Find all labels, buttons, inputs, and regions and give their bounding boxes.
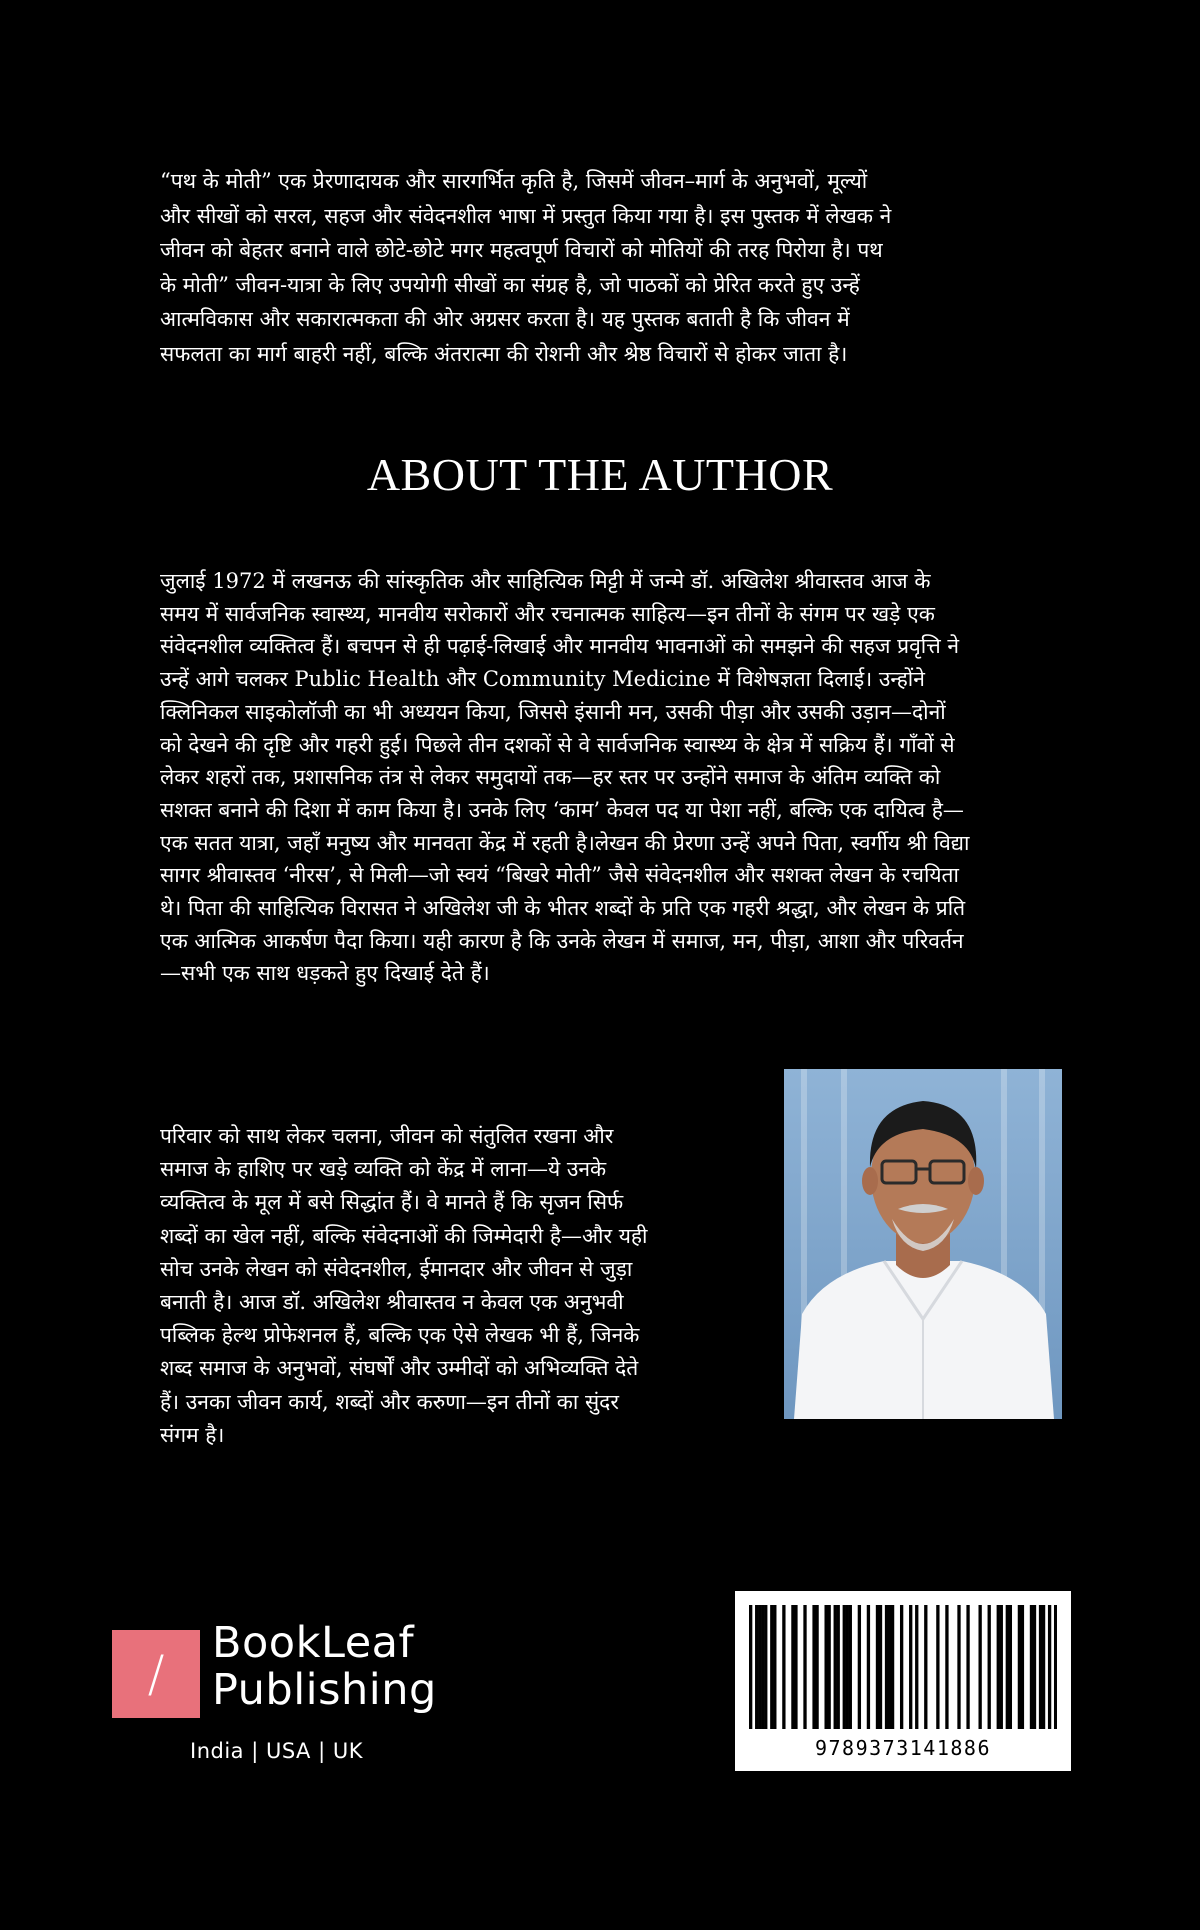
barcode-bar: [867, 1605, 870, 1729]
barcode-bar: [791, 1605, 794, 1729]
barcode-bar: [1006, 1605, 1009, 1729]
author-bio-paragraph-2: परिवार को साथ लेकर चलना, जीवन को संतुलित रखना और समाज के हाशिए पर खड़े व्यक्ति को केंद्र में लाना—ये उनके व्यक्तित्व के मूल में बसे सिद्धांत हैं। वे मानते हैं कि सृजन सिर्फ शब्दों का खेल नहीं, बल्कि संवेदनाओं की जिम्मेदारी है—और यही सोच उनके लेखन को संवेदनशील, ईमानदार और जीवन से जुड़ा बनाती है। आज डॉ. अखिलेश श्रीवास्तव न केवल एक अनुभवी पब्लिक हेल्थ प्रोफेशनल हैं, बल्कि एक ऐसे लेखक भी हैं, जिनके शब्द समाज के अनुभवों, संघर्षों और उम्मीदों को अभिव्यक्ति देते हैं। उनका जीवन कार्य, शब्दों और करुणा—इन तीनों का सुंदर संगम है।: [160, 1124, 648, 1447]
barcode-bar: [770, 1605, 773, 1729]
barcode-bar: [924, 1605, 927, 1729]
barcode-bar: [997, 1605, 1000, 1729]
barcode-bar: [1039, 1605, 1042, 1729]
barcode-bars: [749, 1605, 1057, 1729]
barcode-bar: [758, 1605, 761, 1729]
publisher-countries: India | USA | UK: [190, 1739, 363, 1763]
barcode-bar: [828, 1605, 831, 1729]
barcode-bar: [815, 1605, 818, 1729]
barcode-bar: [858, 1605, 861, 1729]
barcode-bar: [837, 1605, 840, 1729]
barcode-bar: [1054, 1605, 1057, 1729]
barcode-bar: [812, 1605, 815, 1729]
barcode-bar: [794, 1605, 797, 1729]
slash-icon: /: [147, 1645, 165, 1703]
barcode-bar: [936, 1605, 939, 1729]
about-author-heading: ABOUT THE AUTHOR: [366, 449, 834, 500]
barcode-bar: [885, 1605, 888, 1729]
back-cover-blurb: “पथ के मोती” एक प्रेरणादायक और सारगर्भित कृति है, जिसमें जीवन–मार्ग के अनुभवों, मूल्यों और सीखों को सरल, सहज और संवेदनशील भाषा में प्रस्तुत किया गया है। इस पुस्तक में लेखक ने जीवन को बेहतर बनाने वाले छोटे-छोटे मगर महत्वपूर्ण विचारों को मोतियों की तरह पिरोया है। पथ के मोती” जीवन-यात्रा के लिए उपयोगी सीखों का संग्रह है, जो पाठकों को प्रेरित करते हुए उन्हें आत्मविकास और सकारात्मकता की ओर अग्रसर करता है। यह पुस्तक बताती है कि जीवन में सफलता का मार्ग बाहरी नहीं, बल्कि अंतरात्मा की रोशनी और श्रेष्ठ विचारों से होकर जाता है।: [160, 169, 892, 366]
barcode-bar: [824, 1605, 827, 1729]
publisher-name-line1: BookLeaf: [212, 1618, 415, 1668]
publisher-name: [212, 1620, 437, 1714]
barcode-bar: [1030, 1605, 1033, 1729]
barcode-bar: [1000, 1605, 1003, 1729]
barcode-bar: [891, 1605, 894, 1729]
barcode-bar: [1048, 1605, 1051, 1729]
isbn-barcode: [735, 1591, 1071, 1771]
barcode-bar: [761, 1605, 764, 1729]
barcode-bar: [879, 1605, 882, 1729]
barcode-bar: [749, 1605, 752, 1729]
barcode-bar: [849, 1605, 852, 1729]
barcode-bar: [843, 1605, 846, 1729]
author-photo: [784, 1069, 1062, 1419]
barcode-bar: [915, 1605, 918, 1729]
barcode-bar: [773, 1605, 776, 1729]
barcode-bar: [755, 1605, 758, 1729]
barcode-bar: [909, 1605, 912, 1729]
barcode-bar: [1009, 1605, 1012, 1729]
barcode-bar: [900, 1605, 903, 1729]
barcode-bar: [988, 1605, 991, 1729]
publisher-logo-mark: [112, 1630, 200, 1718]
isbn-number: 9789373141886: [814, 1736, 992, 1760]
barcode-bar: [1033, 1605, 1036, 1729]
author-portrait-illustration: [784, 1069, 1062, 1419]
barcode-bar: [834, 1605, 837, 1729]
barcode-bar: [764, 1605, 767, 1729]
barcode-bar: [846, 1605, 849, 1729]
barcode-bar: [945, 1605, 948, 1729]
barcode-bar: [1042, 1605, 1045, 1729]
publisher-name-line2: Publishing: [212, 1665, 437, 1715]
barcode-bar: [876, 1605, 879, 1729]
barcode-bar: [966, 1605, 969, 1729]
barcode-bar: [1018, 1605, 1021, 1729]
author-bio-paragraph-1: जुलाई 1972 में लखनऊ की सांस्कृतिक और साहित्यिक मिट्टी में जन्मे डॉ. अखिलेश श्रीवास्तव आज के समय में सार्वजनिक स्वास्थ्य, मानवीय सरोकारों और रचनात्मक साहित्य—इन तीनों के संगम पर खड़े एक संवेदनशील व्यक्तित्व हैं। बचपन से ही पढ़ाई-लिखाई और मानवीय भावनाओं को समझने की सहज प्रवृत्ति ने उन्हें आगे चलकर Public Health और Community Medicine में विशेषज्ञता दिलाई। उन्होंने क्लिनिकल साइकोलॉजी का भी अध्ययन किया, जिससे इंसानी मन, उसकी पीड़ा और उसकी उड़ान—दोनों को देखने की दृष्टि और गहरी हुई। पिछले तीन दशकों से वे सार्वजनिक स्वास्थ्य के क्षेत्र में सक्रिय हैं। गाँवों से लेकर शहरों तक, प्रशासनिक तंत्र से लेकर समुदायों तक—हर स्तर पर उन्होंने समाज के अंतिम व्यक्ति को सशक्त बनाने की दिशा में काम किया है। उनके लिए ‘काम’ केवल पद या पेशा नहीं, बल्कि एक दायित्व है—एक सतत यात्रा, जहाँ मनुष्य और मानवता केंद्र में रहती है।लेखन की प्रेरणा उन्हें अपने पिता, स्वर्गीय श्री विद्या सागर श्रीवास्तव ‘नीरस’, से मिली—जो स्वयं “बिखरे मोती” जैसे संवेदनशील और सशक्त लेखन के रचयिता थे। पिता की साहित्यिक विरासत ने अखिलेश जी के भीतर शब्दों के प्रति एक गहरी श्रद्धा, और लेखन के प्रति एक आत्मिक आकर्षण पैदा किया। यही कारण है कि उनके लेखन में समाज, मन, पीड़ा, आशा और परिवर्तन—सभी एक साथ धड़कते हुए दिखाई देते हैं।: [160, 569, 970, 986]
barcode-bar: [1021, 1605, 1024, 1729]
barcode-bar: [782, 1605, 785, 1729]
barcode-bar: [803, 1605, 806, 1729]
barcode-bar: [978, 1605, 981, 1729]
barcode-bar: [888, 1605, 891, 1729]
barcode-bar: [957, 1605, 960, 1729]
